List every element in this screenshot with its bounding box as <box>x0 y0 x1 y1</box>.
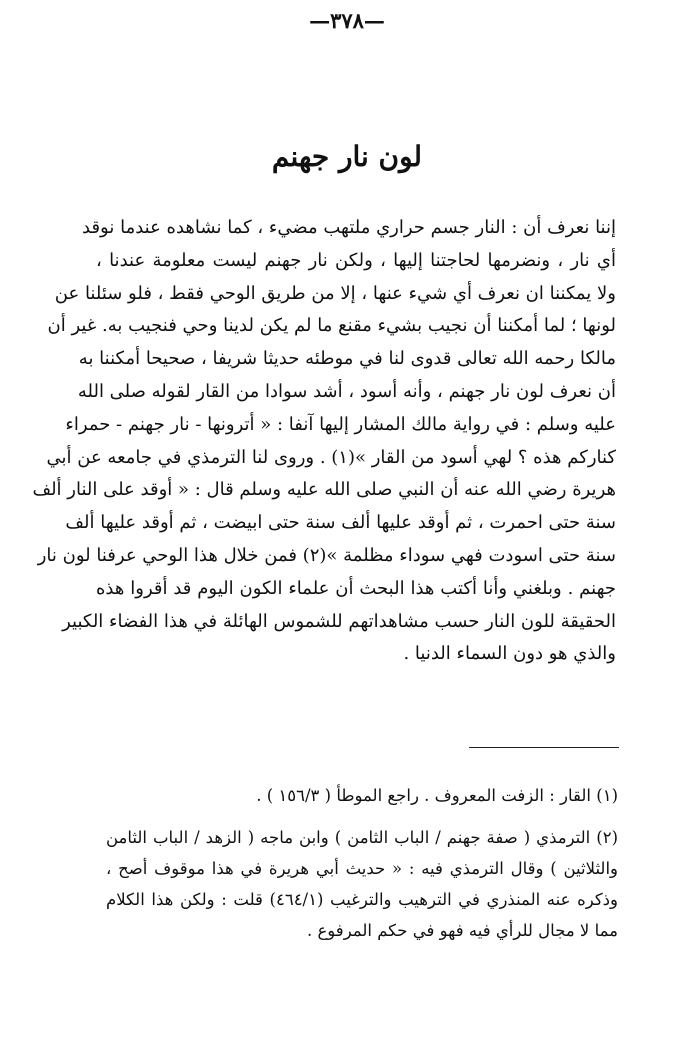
body-line: لونها ؛ لما أمكننا أن نجيب بشيء مقنع ما لم يكن لدينا وحي فنجيب به. غير أن <box>47 315 616 337</box>
body-line: سنة حتى احمرت ، ثم أوقد عليها ألف سنة حتى ابيضت ، ثم أوقد عليها ألف <box>65 512 616 534</box>
body-text <box>32 212 616 671</box>
body-line: مالكا رحمه الله تعالى قدوى لنا في موطئه حديثا شريفا ، صحيحا أمكننا به <box>78 348 616 370</box>
body-line: عليه وسلم : في رواية مالك المشار إليها آنفا : « أترونها - نار جهنم - حمراء <box>65 413 616 435</box>
body-line: ولا يمكننا ان نعرف أي شيء عنها ، إلا من طريق الوحي فقط ، فلو سئلنا عن <box>54 282 616 304</box>
body-line: إننا نعرف أن : النار جسم حراري ملتهب مضيء ، كما نشاهده عندما نوقد <box>82 217 616 238</box>
footnote-1 <box>106 780 618 811</box>
footnote-line: وذكره عنه المنذري في الترهيب والترغيب (٤٦٤/١) قلت : ولكن هذا الكلام <box>106 890 618 909</box>
footnote-separator <box>469 747 619 748</box>
footnote-line: مما لا مجال للرأي فيه فهو في حكم المرفوع . <box>306 921 618 940</box>
page-number: —٣٧٨— <box>309 8 385 33</box>
footnote-line: والثلاثين ) وقال الترمذي فيه : « حديث أبي هريرة في هذا موقوف أصح ، <box>106 859 618 878</box>
footnote-line: (١) القار : الزفت المعروف . راجع الموطأ ( ١٥٦/٣ ) . <box>256 786 618 805</box>
body-line: جهنم . وبلغني وأنا أكتب هذا البحث أن علماء الكون اليوم قد أقروا هذه <box>96 577 616 599</box>
body-line: هريرة رضي الله عنه أن النبي صلى الله عليه وسلم قال : « أوقد على النار ألف <box>32 479 616 501</box>
chapter-title: لون نار جهنم <box>271 140 423 173</box>
footnote-line: (٢) الترمذي ( صفة جهنم / الباب الثامن ) وابن ماجه ( الزهد / الباب الثامن <box>106 828 618 847</box>
footnote-2 <box>106 822 618 946</box>
body-line: سنة حتى اسودت فهي سوداء مظلمة »(٢) فمن خلال هذا الوحي عرفنا لون نار <box>37 544 616 566</box>
body-line: أن نعرف لون نار جهنم ، وأنه أسود ، أشد سوادا من القار لقوله صلى الله <box>77 380 616 402</box>
body-line: أي نار ، ونضرمها لحاجتنا إليها ، ولكن نار جهنم ليست معلومة عندنا ، <box>96 249 616 271</box>
body-line: والذي هو دون السماء الدنيا . <box>403 643 616 665</box>
body-line: الحقيقة للون النار حسب مشاهداتهم للشموس الهائلة في هذا الفضاء الكبير <box>62 610 616 632</box>
body-line: كناركم هذه ؟ لهي أسود من القار »(١) . وروى لنا الترمذي في جامعه عن أبي <box>46 446 616 468</box>
